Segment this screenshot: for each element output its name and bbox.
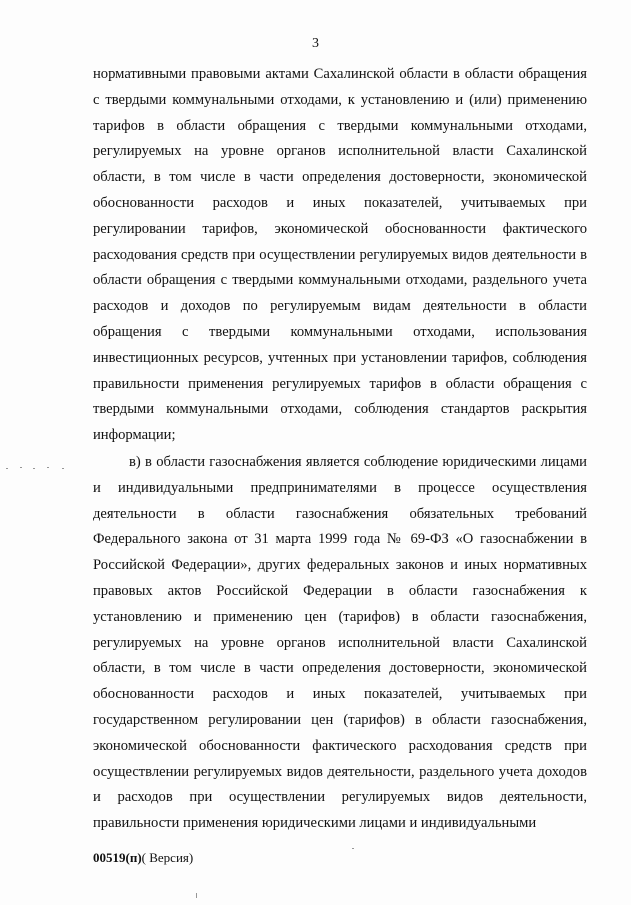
scan-speck (33, 468, 35, 469)
page-number: 3 (312, 36, 319, 51)
scan-speck (6, 468, 8, 469)
document-footer (93, 850, 193, 866)
scan-speck (20, 467, 22, 468)
document-body (93, 62, 587, 837)
paragraph-gas-supply: в) в области газоснабжения является соблюдение юридическими лицами и индивидуальными предпринимателями в процессе осуществления деятельности в области газоснабжения обязательных требований Федерального закона от 31 марта 1999 года № 69-ФЗ «О газоснабжении в Российской Федерации», других федеральных законов и иных нормативных правовых актов Российской Федерации в области газоснабжения к установлению и применению цен (тарифов) в области газоснабжения, регулируемых на уровне органов исполнительной власти Сахалинской области, в том числе в части определения достоверности, экономической обоснованности расходов и иных показателей, учитываемых при государственном регулировании цен (тарифов) в области газоснабжения, экономической обоснованности фактического расходования средств при осуществлении регулируемых видов деятельности, раздельного учета доходов и расходов при осуществлении регулируемых видов деятельности, правильности применения юридическими лицами и индивидуальными (93, 453, 587, 832)
document-code: 00519(п) (93, 850, 142, 865)
scan-speck (47, 467, 49, 468)
paragraph-continuation: нормативными правовыми актами Сахалинской области в области обращения с твердыми коммунальными отходами, к установлению и (или) применению тарифов в области обращения с твердыми коммунальными отходами, регулируемых на уровне органов исполнительной власти Сахалинской области, в том числе в части определения достоверности, экономической обоснованности расходов и иных показателей, учитываемых при регулировании тарифов, экономической обоснованности фактического расходования средств при осуществлении регулируемых видов деятельности в области обращения с твердыми коммунальными отходами, раздельного учета расходов и доходов по регулируемым видам деятельности в области обращения с твердыми коммунальными отходами, использования инвестиционных ресурсов, учтенных при установлении тарифов, соблюдения правильности применения регулируемых тарифов в области обращения с твердыми коммунальными отходами, соблюдения стандартов раскрытия информации; (93, 66, 587, 444)
scan-speck (196, 893, 197, 898)
scan-speck (352, 848, 354, 849)
scan-speck (62, 468, 64, 469)
document-version: ( Версия) (141, 850, 194, 865)
